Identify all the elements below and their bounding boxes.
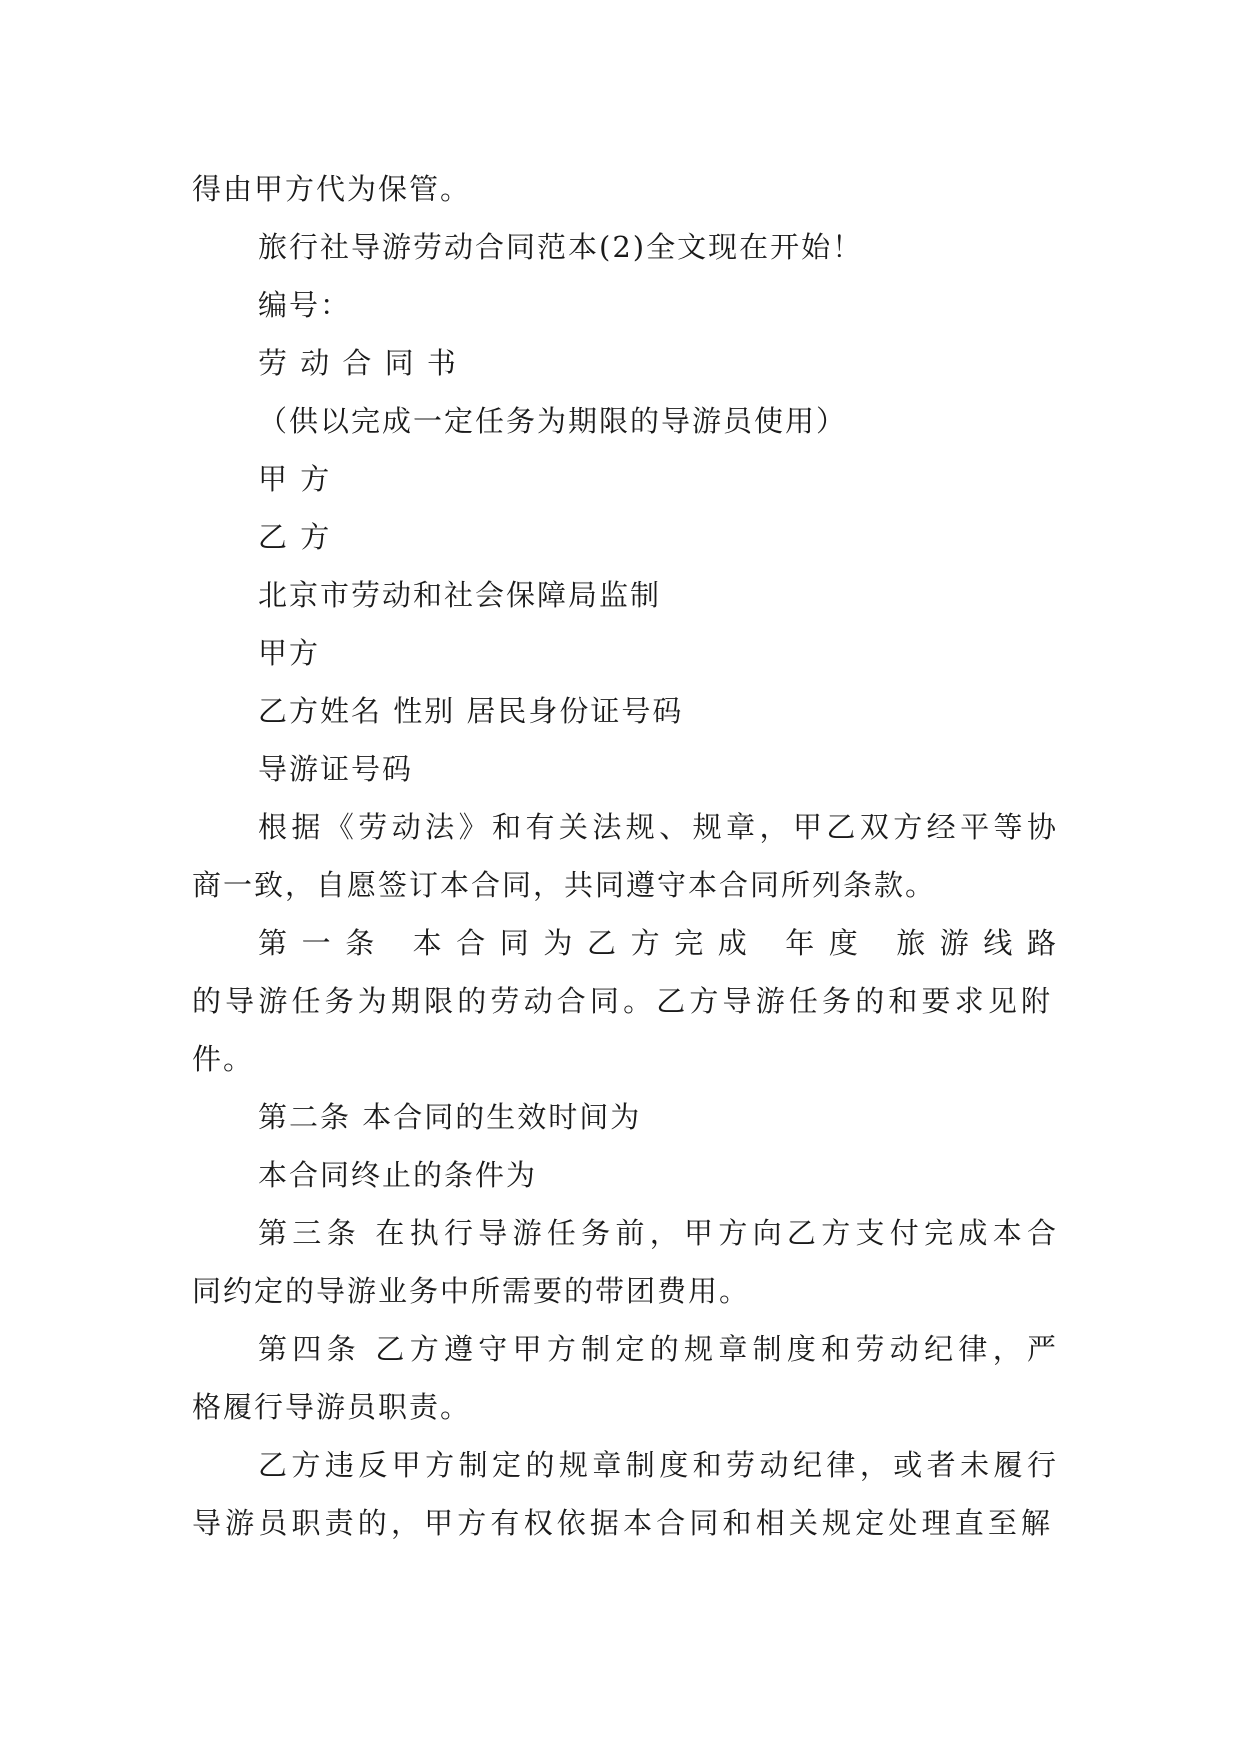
text-line: 件。 — [192, 1042, 255, 1076]
article-2-line: 第二条 本合同的生效时间为 — [258, 1100, 642, 1134]
party-a-label: 甲 方 — [258, 462, 332, 496]
text-line: 根据《劳动法》和有关法规、规章，甲乙双方经平等协 — [258, 810, 1058, 844]
contract-title: 劳 动 合 同 书 — [258, 346, 458, 380]
text-line: 乙方违反甲方制定的规章制度和劳动纪律，或者未履行 — [258, 1448, 1058, 1482]
text-line: 乙方姓名 性别 居民身份证号码 — [258, 694, 684, 728]
text-line: 商一致，自愿签订本合同，共同遵守本合同所列条款。 — [192, 868, 937, 902]
text-line: 导游证号码 — [258, 752, 414, 786]
text-line: 甲方 — [258, 636, 321, 670]
text-line: 格履行导游员职责。 — [192, 1390, 472, 1424]
text-line: 本合同终止的条件为 — [258, 1158, 538, 1192]
text-line: 编号： — [258, 288, 352, 322]
issuer-line: 北京市劳动和社会保障局监制 — [258, 578, 662, 612]
text-line: 旅行社导游劳动合同范本(2)全文现在开始！ — [258, 230, 864, 264]
text-line: 得由甲方代为保管。 — [192, 172, 472, 206]
article-4-line: 第四条 乙方遵守甲方制定的规章制度和劳动纪律，严 — [258, 1332, 1058, 1366]
text-line: 的导游任务为期限的劳动合同。乙方导游任务的和要求见附 — [192, 984, 1052, 1018]
text-line: 导游员职责的，甲方有权依据本合同和相关规定处理直至解 — [192, 1506, 1052, 1540]
text-line: 同约定的导游业务中所需要的带团费用。 — [192, 1274, 751, 1308]
party-b-label: 乙 方 — [258, 520, 332, 554]
article-3-line: 第三条 在执行导游任务前，甲方向乙方支付完成本合 — [258, 1216, 1058, 1250]
article-1-line: 第一条 本合同为乙方完成 年度 旅游线路 — [258, 926, 1058, 960]
contract-subtitle: （供以完成一定任务为期限的导游员使用） — [258, 404, 848, 438]
